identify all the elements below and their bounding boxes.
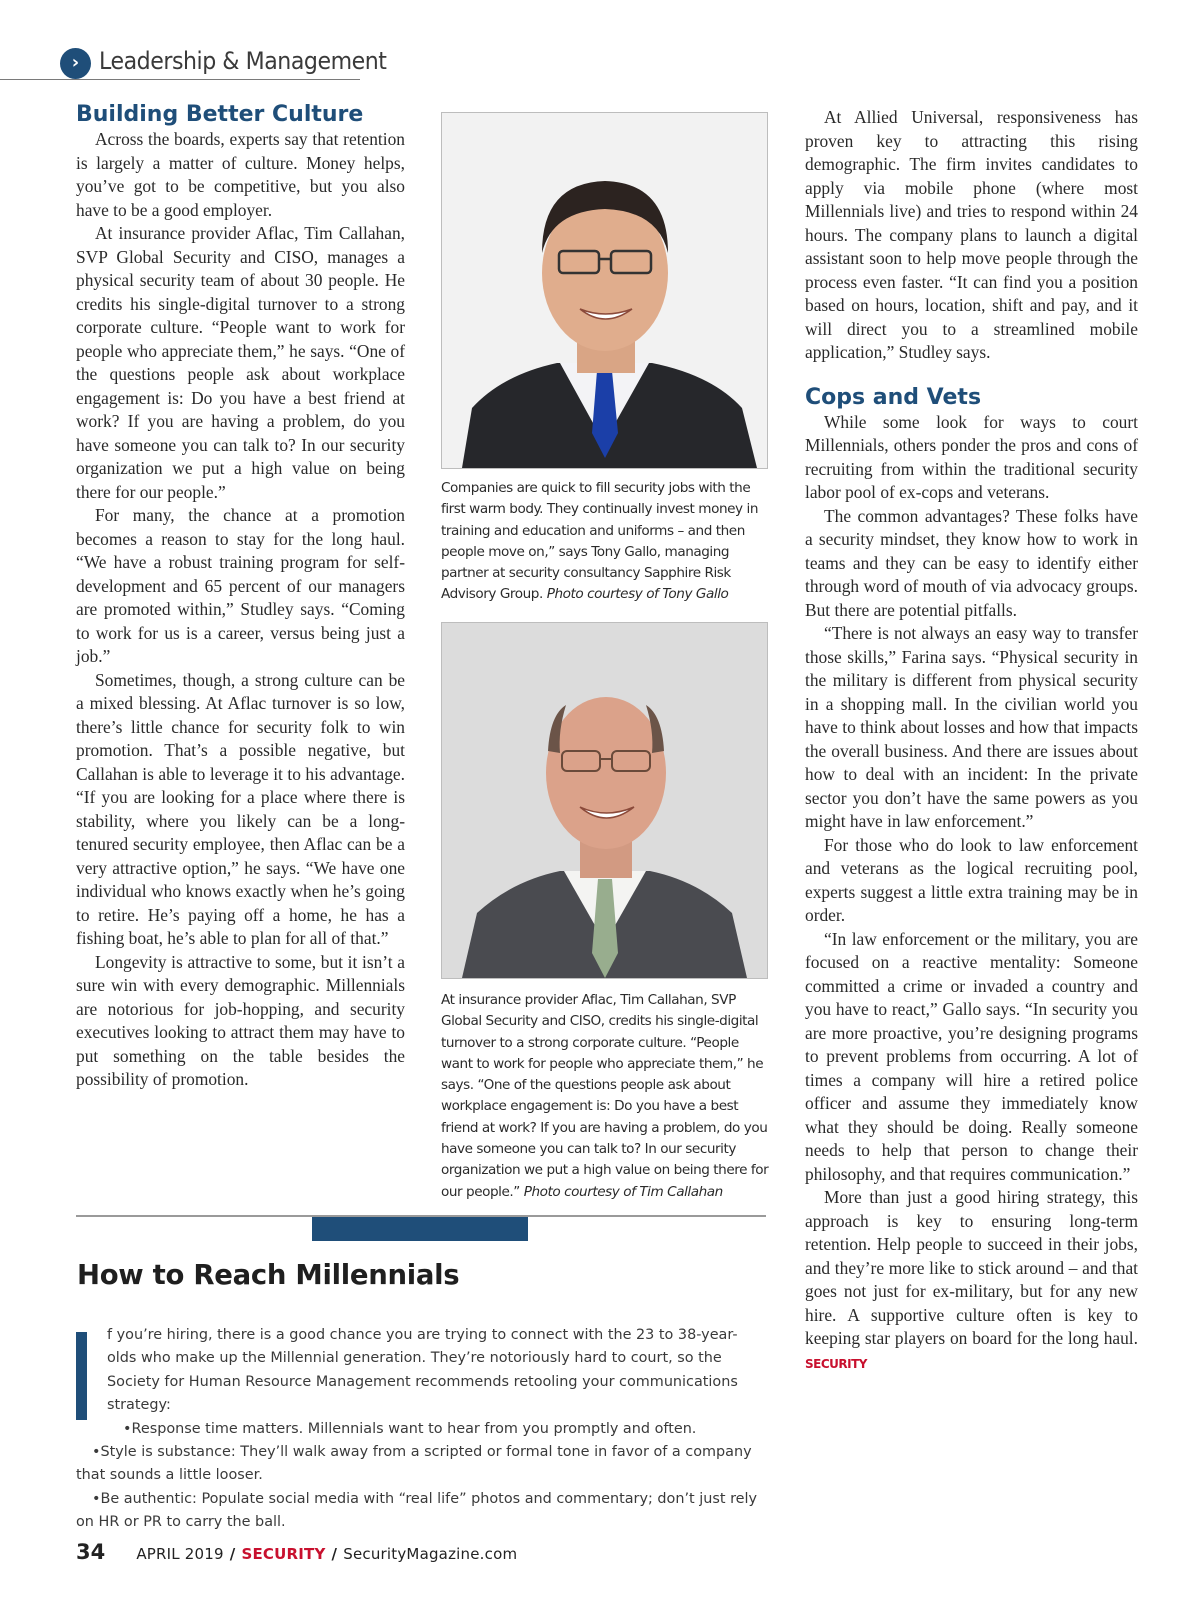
paragraph-last (805, 1186, 1138, 1376)
paragraph: Across the boards, experts say that retention is largely a matter of culture. Money helps, you’ve got to be competitive, but you also have to be a good employer. (76, 129, 405, 220)
box-bullet: •Style is substance: They’ll walk away from a scripted or formal tone in favor of a company that sounds a little looser. (76, 1444, 752, 1484)
page-number: 34 (76, 1540, 106, 1564)
caption-text: Companies are quick to fill security jobs with the first warm body. They continually invest money in training and education and uniforms – and then people move on,” says Tony Gallo, managing partner at security consultancy Sapphire Risk Advisory Group. (441, 480, 758, 603)
box-divider-tab (312, 1217, 528, 1241)
paragraph: At Allied Universal, responsiveness has proven key to attracting this rising demographic. The firm invites candidates to apply via mobile phone (where most Millennials live) and tries to respond within 24 hours. The company plans to launch a digital assistant soon to help move people through the process even faster. “It can find you a position based on hours, location, shift and pay, and it will direct you to a streamlined mobile application,” Studley says. (805, 107, 1138, 362)
separator: / (331, 1545, 338, 1563)
section-title: Leadership & Management (99, 47, 387, 75)
photo-caption-callahan (441, 990, 771, 1203)
page-footer (76, 1540, 517, 1564)
footer-meta (136, 1545, 517, 1563)
photo-tim-callahan (441, 622, 768, 979)
caption-credit: Photo courtesy of Tim Callahan (523, 1183, 723, 1200)
chevron-right-icon: › (60, 48, 91, 79)
sidebar-box (76, 1324, 770, 1535)
paragraph: For many, the chance at a promotion becomes a reason to stay for the long haul. “We have a robust training program for self-development and 65 percent of our managers are promoted within,” Studley says. “Coming to work for us is a career, versus being just a job.” (76, 505, 405, 666)
box-bullet: •Response time matters. Millennials want to hear from you promptly and often. (123, 1420, 697, 1437)
header-rule (0, 79, 360, 80)
end-mark: SECURITY (805, 1356, 867, 1371)
paragraph: Longevity is attractive to some, but it isn’t a sure win with every demographic. Millennials are notorious for job-hopping, and security executives looking to attract them may have to put something on the table besides the possibility of promotion. (76, 951, 405, 1089)
article-column-right (805, 106, 1138, 1376)
caption-credit: Photo courtesy of Tony Gallo (546, 586, 729, 603)
section-header (0, 44, 387, 80)
box-title: How to Reach Millennials (77, 1259, 460, 1291)
box-bullet: •Be authentic: Populate social media with “real life” photos and commentary; don’t just rely on HR or PR to carry the ball. (76, 1490, 758, 1531)
paragraph: The common advantages? These folks have a security mindset, they know how to work in teams and they can be easy to identify either through word of mouth of via advocacy groups. But there are potential pitfalls. (805, 505, 1138, 620)
issue-date: APRIL 2019 (136, 1545, 224, 1563)
paragraph: At insurance provider Aflac, Tim Callahan, SVP Global Security and CISO, manages a physical security team of about 30 people. He credits his single-digital turnover to a strong corporate culture. “People want to work for people who appreciate them,” he says. “One of the questions people ask about workplace engagement is: Do you have a best friend at work? If you are having a problem, do you have someone you can talk to? In our security organization we put a high value on being there for our people.” (76, 223, 405, 502)
paragraph: While some look for ways to court Millennials, others ponder the pros and cons of recruiting from within the traditional security labor pool of ex-cops and veterans. (805, 411, 1138, 502)
subheading-building-better-culture: Building Better Culture (76, 102, 364, 127)
drop-cap-bar (76, 1332, 87, 1420)
site-link[interactable]: SecurityMagazine.com (343, 1545, 518, 1563)
paragraph: Sometimes, though, a strong culture can be a mixed blessing. At Aflac turnover is so low, there’s little chance for security folk to win promotion. That’s a possible negative, but Callahan is able to leverage it to his advantage. “If you are looking for a place where there is stability, where you likely can be a long-tenured security employee, then Aflac can be a very attractive option,” he says. “We have one individual who knows exactly when he’s going to retire. He’s paying off a home, he has a fishing boat, he’s able to plan for all of that.” (76, 669, 405, 948)
brand-name: SECURITY (241, 1545, 326, 1563)
photo-tony-gallo (441, 112, 768, 469)
caption-text: At insurance provider Aflac, Tim Callahan, SVP Global Security and CISO, credits his single-digital turnover to a strong corporate culture. “People want to work for people who appreciate them,” he says. “One of the questions people ask about workplace engagement is: Do you have a best friend at work? If you are having a problem, do you have someone you can talk to? In our security organization we put a high value on being there for our people.” (441, 992, 769, 1200)
paragraph: “There is not always an easy way to transfer those skills,” Farina says. “Physical security in the military is different from physical security in a shopping mall. In the civilian world you have to think about losses and how that impacts the overall business. And there are issues about how to deal with an incident: In the private sector you don’t have the same powers as you might have in law enforcement.” (805, 623, 1138, 831)
article-column-left (76, 102, 405, 1092)
subheading-cops-and-vets: Cops and Vets (805, 384, 982, 410)
paragraph: For those who do look to law enforcement and veterans as the logical recruiting pool, experts suggest a little extra training may be in order. (805, 834, 1138, 925)
paragraph-text: More than just a good hiring strategy, this approach is key to ensuring long-term retention. Help people to succeed in their jobs, and they’re more like to stick around – and that goes not just for ex-military, but for any new hire. A supportive culture often is key to keeping star players on board for the long haul. (805, 1187, 1138, 1348)
paragraph: “In law enforcement or the military, you are focused on a reactive mentality: Someone committed a crime or invaded a country and you have to react,” Gallo says. “In security you are more proactive, you’re designing programs to prevent problems from occurring. A lot of times a company will hire a retired police officer and assume they immediately know what they should be doing. Really someone needs to help that person to change their philosophy, and that requires communication.” (805, 928, 1138, 1184)
photo-caption-gallo (441, 478, 771, 606)
box-intro: f you’re hiring, there is a good chance you are trying to connect with the 23 to 38-year-olds who make up the Millennial generation. They’re notoriously hard to court, so the Society for Human Resource Management recommends retooling your communications strategy: (107, 1327, 738, 1414)
separator: / (229, 1545, 236, 1563)
